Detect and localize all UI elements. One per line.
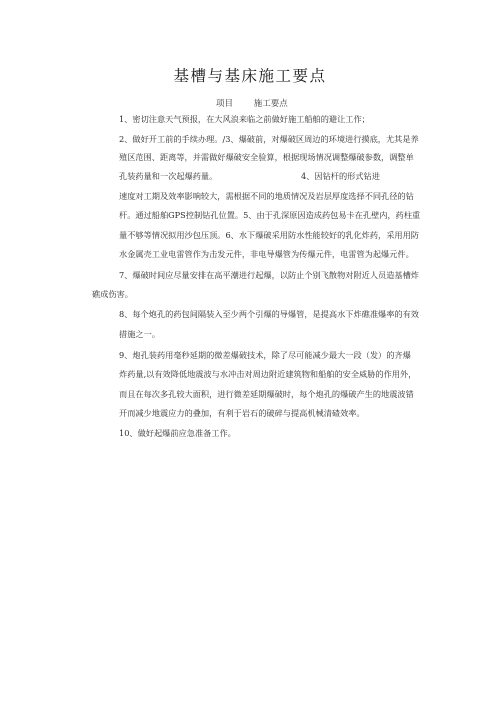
text-line: 开而减少地震应力的叠加，有利于岩石的破碎与提高机械清碴效率。 (119, 408, 365, 418)
text-line: 7、爆破时间应尽量安排在高平潮进行起爆，以防止个别飞散物对附近人员造基槽炸 (119, 270, 419, 280)
text-line: 速度对工期及效率影响较大，需根据不同的地质情况及岩层厚度选择不同孔径的钻 (119, 191, 414, 201)
text-line: 礁成伤害。 (92, 289, 133, 299)
page-title: 基槽与基床施工要点 (173, 67, 327, 85)
header-item-label: 项目 (216, 99, 234, 109)
text-line: 4、因钻杆的形式钻进 (301, 171, 380, 181)
table-header (216, 97, 288, 109)
text-line: 杆。通过船舶GPS控制钻孔位置。5、由于孔深原因造成药包易卡在孔壁内，药柱重 (119, 210, 421, 220)
text-line: 水金属壳工业电雷管作为击发元件，非电导爆管为传爆元件，电雷管为起爆元件。 (119, 249, 414, 259)
text-line: 而且在每次多孔较大面积，进行微差延期爆破时，每个炮孔的爆破产生的地震波错 (119, 389, 414, 399)
text-line: 量不够等情况拟用沙包压顶。6、水下爆破采用防水性能较好的乳化炸药，采用用防 (119, 230, 419, 240)
text-line: 8、每个炮孔的药包间隔装入至少两个引爆的导爆管，是提高水下炸礁准爆率的有效 (119, 309, 419, 319)
header-points-label: 施工要点 (253, 99, 288, 109)
text-line: 炸药量,以有效降低地震波与水冲击对周边附近建筑物和船舶的安全威胁的作用外， (119, 369, 417, 379)
text-line: 10、做好起爆前应急准备工作。 (119, 428, 236, 438)
text-line: 2、做好开工前的手续办理。/3、爆破前，对爆破区周边的环境进行摸底，尤其是养 (119, 134, 419, 144)
text-line: 1、密切注意天气预报，在大风浪来临之前做好施工船舶的避让工作； (119, 114, 370, 124)
text-line: 措施之一。 (119, 329, 160, 339)
text-line: 孔装药量和一次起爆药量。 (119, 171, 218, 181)
text-line: 殖区范围、距离等，并需做好爆破安全验算，根据现场情况调整爆破参数，调整单 (119, 152, 414, 162)
text-line: 9、炮孔装药用毫秒延期的微差爆破技术，除了尽可能减少最大一段（发）的齐爆 (119, 350, 411, 360)
